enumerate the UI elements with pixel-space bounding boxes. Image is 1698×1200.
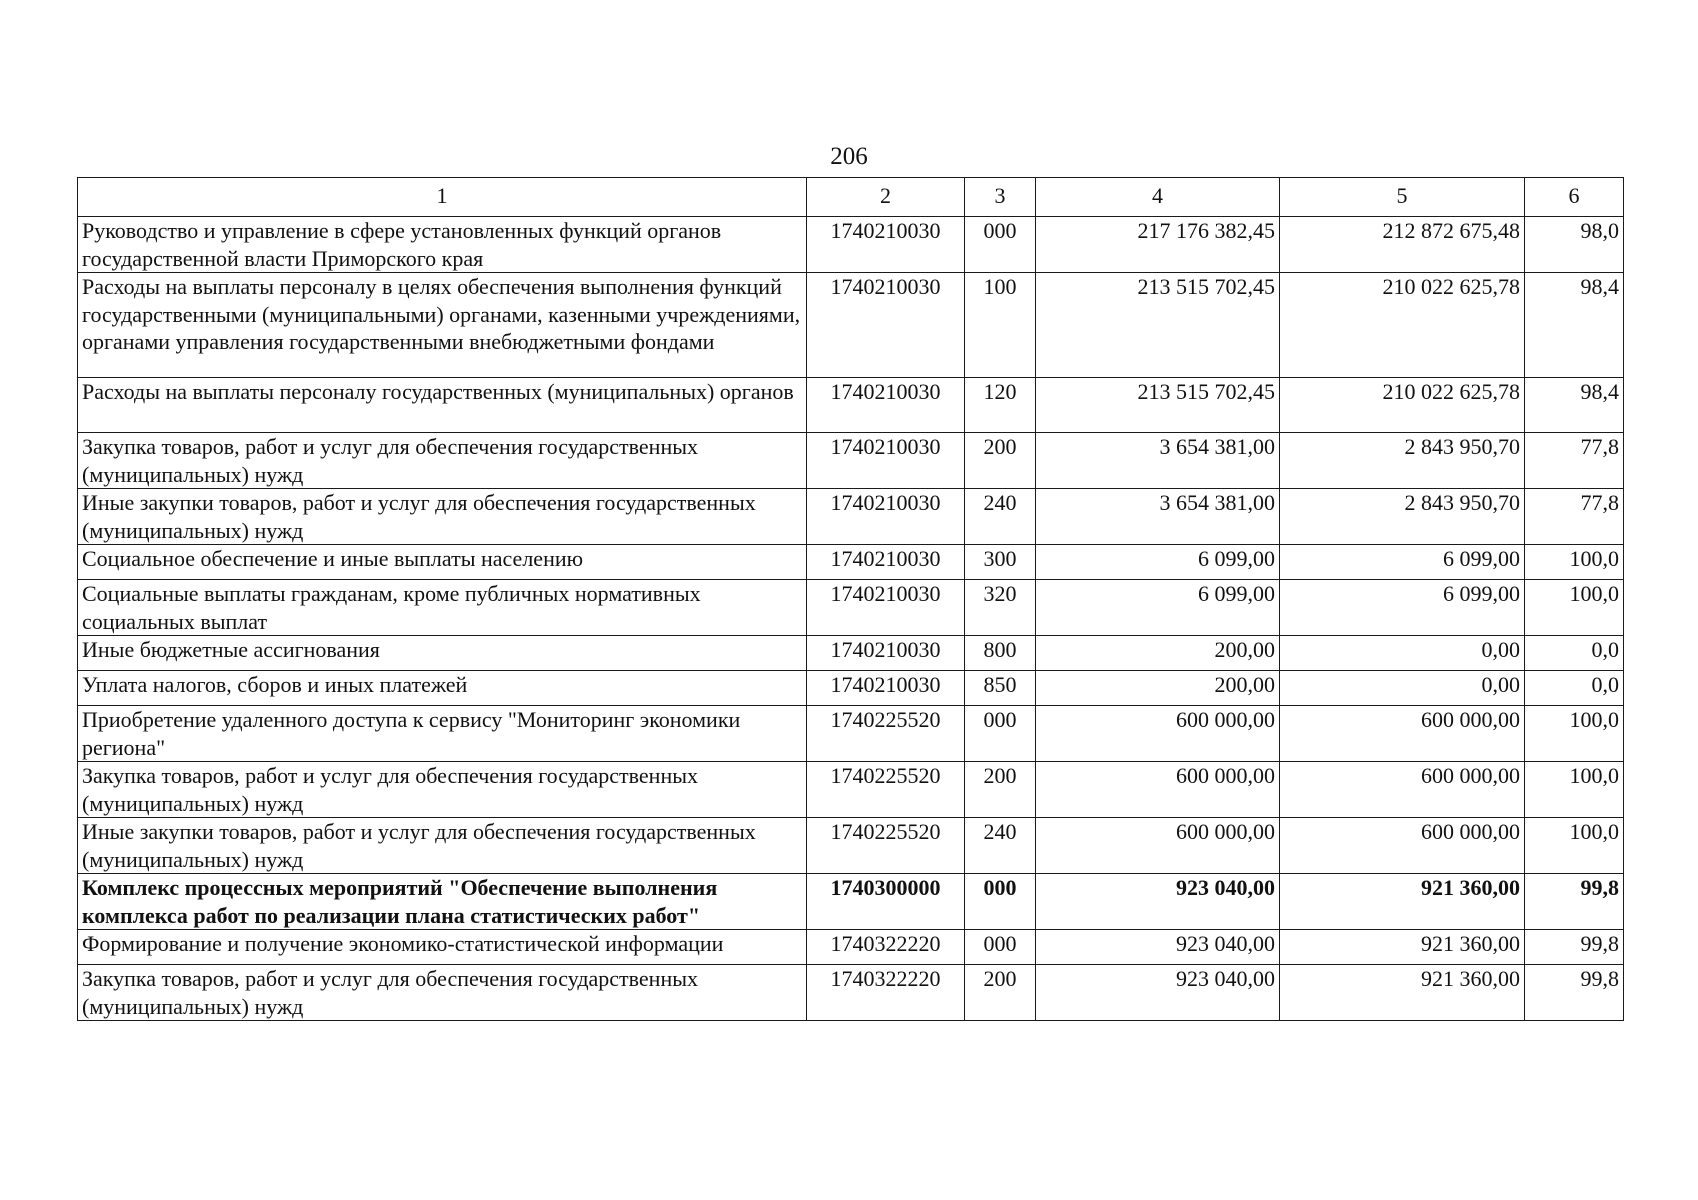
row-execution-percent: 0,0 [1525,636,1624,671]
row-kvr: 800 [965,636,1036,671]
row-plan-amount: 200,00 [1036,671,1280,706]
row-kvr: 240 [965,489,1036,545]
row-actual-amount: 600 000,00 [1280,818,1525,874]
row-kvr: 200 [965,762,1036,818]
row-code: 1740300000 [807,874,965,930]
row-kvr: 000 [965,930,1036,965]
table-row [78,706,1624,762]
column-header-6: 6 [1525,178,1624,217]
row-code: 1740210030 [807,636,965,671]
row-kvr: 320 [965,580,1036,636]
row-actual-amount: 212 872 675,48 [1280,217,1525,273]
row-plan-amount: 923 040,00 [1036,965,1280,1021]
row-name: Закупка товаров, работ и услуг для обеспечения государственных (муниципальных) нужд [78,762,807,818]
budget-table [77,177,1624,1021]
row-name: Комплекс процессных мероприятий "Обеспечение выполнения комплекса работ по реализации плана статистических работ" [78,874,807,930]
table-row [78,762,1624,818]
table-row [78,545,1624,580]
table-body [78,217,1624,1021]
table-row [78,818,1624,874]
row-plan-amount: 6 099,00 [1036,545,1280,580]
row-actual-amount: 600 000,00 [1280,762,1525,818]
row-code: 1740210030 [807,671,965,706]
row-kvr: 200 [965,965,1036,1021]
row-execution-percent: 100,0 [1525,818,1624,874]
column-header-3: 3 [965,178,1036,217]
table-row [78,378,1624,433]
row-kvr: 120 [965,378,1036,433]
row-execution-percent: 99,8 [1525,965,1624,1021]
row-plan-amount: 3 654 381,00 [1036,489,1280,545]
row-actual-amount: 6 099,00 [1280,580,1525,636]
table-header-row [78,178,1624,217]
row-actual-amount: 600 000,00 [1280,706,1525,762]
row-actual-amount: 2 843 950,70 [1280,489,1525,545]
row-plan-amount: 600 000,00 [1036,762,1280,818]
row-name: Иные закупки товаров, работ и услуг для обеспечения государственных (муниципальных) нужд [78,818,807,874]
row-name: Расходы на выплаты персоналу государственных (муниципальных) органов [78,378,807,433]
row-execution-percent: 100,0 [1525,580,1624,636]
row-plan-amount: 213 515 702,45 [1036,273,1280,378]
row-plan-amount: 923 040,00 [1036,874,1280,930]
row-actual-amount: 210 022 625,78 [1280,273,1525,378]
row-execution-percent: 99,8 [1525,930,1624,965]
row-name: Закупка товаров, работ и услуг для обеспечения государственных (муниципальных) нужд [78,433,807,489]
row-code: 1740322220 [807,965,965,1021]
row-code: 1740210030 [807,433,965,489]
row-actual-amount: 0,00 [1280,636,1525,671]
row-execution-percent: 98,0 [1525,217,1624,273]
row-plan-amount: 923 040,00 [1036,930,1280,965]
row-code: 1740210030 [807,489,965,545]
row-actual-amount: 2 843 950,70 [1280,433,1525,489]
row-plan-amount: 600 000,00 [1036,818,1280,874]
row-kvr: 300 [965,545,1036,580]
table-row [78,489,1624,545]
row-execution-percent: 99,8 [1525,874,1624,930]
row-plan-amount: 200,00 [1036,636,1280,671]
row-name: Закупка товаров, работ и услуг для обеспечения государственных (муниципальных) нужд [78,965,807,1021]
row-actual-amount: 210 022 625,78 [1280,378,1525,433]
row-name: Формирование и получение экономико-статистической информации [78,930,807,965]
row-code: 1740210030 [807,580,965,636]
row-plan-amount: 6 099,00 [1036,580,1280,636]
row-actual-amount: 921 360,00 [1280,930,1525,965]
row-execution-percent: 98,4 [1525,273,1624,378]
row-name: Руководство и управление в сфере установленных функций органов государственной власти Приморского края [78,217,807,273]
row-code: 1740322220 [807,930,965,965]
table-row [78,671,1624,706]
row-plan-amount: 213 515 702,45 [1036,378,1280,433]
row-execution-percent: 100,0 [1525,706,1624,762]
row-code: 1740225520 [807,762,965,818]
row-code: 1740210030 [807,378,965,433]
row-kvr: 000 [965,217,1036,273]
table-row [78,874,1624,930]
row-kvr: 000 [965,874,1036,930]
row-kvr: 000 [965,706,1036,762]
table-row [78,433,1624,489]
row-name: Социальные выплаты гражданам, кроме публичных нормативных социальных выплат [78,580,807,636]
row-name: Расходы на выплаты персоналу в целях обеспечения выполнения функций государственными (муниципальными) органами, казенными учреждениями, органами управления государственными внебюджетными фондами [78,273,807,378]
row-plan-amount: 3 654 381,00 [1036,433,1280,489]
column-header-4: 4 [1036,178,1280,217]
row-code: 1740225520 [807,818,965,874]
row-code: 1740210030 [807,273,965,378]
row-name: Иные закупки товаров, работ и услуг для обеспечения государственных (муниципальных) нужд [78,489,807,545]
table-row [78,580,1624,636]
row-name: Социальное обеспечение и иные выплаты населению [78,545,807,580]
row-execution-percent: 100,0 [1525,762,1624,818]
row-actual-amount: 921 360,00 [1280,965,1525,1021]
table-row [78,273,1624,378]
row-code: 1740225520 [807,706,965,762]
column-header-2: 2 [807,178,965,217]
row-name: Иные бюджетные ассигнования [78,636,807,671]
row-execution-percent: 98,4 [1525,378,1624,433]
row-code: 1740210030 [807,545,965,580]
row-code: 1740210030 [807,217,965,273]
table-row [78,217,1624,273]
row-execution-percent: 100,0 [1525,545,1624,580]
row-execution-percent: 0,0 [1525,671,1624,706]
row-name: Уплата налогов, сборов и иных платежей [78,671,807,706]
column-header-1: 1 [78,178,807,217]
table-row [78,965,1624,1021]
row-plan-amount: 217 176 382,45 [1036,217,1280,273]
table-row [78,930,1624,965]
page-number: 206 [830,143,868,170]
row-actual-amount: 6 099,00 [1280,545,1525,580]
column-header-5: 5 [1280,178,1525,217]
row-execution-percent: 77,8 [1525,489,1624,545]
row-execution-percent: 77,8 [1525,433,1624,489]
row-actual-amount: 0,00 [1280,671,1525,706]
row-name: Приобретение удаленного доступа к сервису "Мониторинг экономики региона" [78,706,807,762]
row-plan-amount: 600 000,00 [1036,706,1280,762]
row-actual-amount: 921 360,00 [1280,874,1525,930]
row-kvr: 240 [965,818,1036,874]
row-kvr: 100 [965,273,1036,378]
row-kvr: 200 [965,433,1036,489]
table-row [78,636,1624,671]
row-kvr: 850 [965,671,1036,706]
